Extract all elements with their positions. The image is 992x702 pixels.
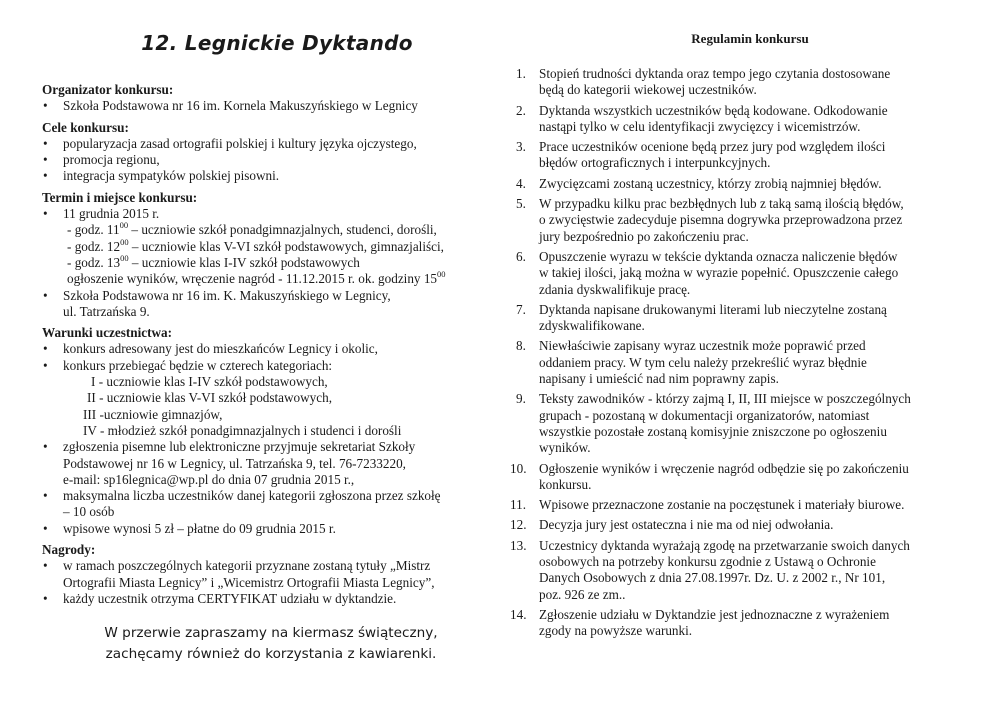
schedule-results [63, 271, 482, 287]
rule-line: W przypadku kilku prac bezbłędnych lub z taką samą ilością błędów, [539, 196, 904, 212]
slot-time: - godz. 13 [67, 254, 121, 270]
rule-line: Teksty zawodników - którzy zajmą I, II, III miejsce w poszczególnych [539, 391, 911, 407]
rule-item [516, 338, 956, 387]
list-item: • konkurs adresowany jest do mieszkańców Legnicy i okolic, [42, 341, 482, 357]
slot-text: – uczniowie klas I-IV szkół podstawowych [128, 254, 360, 270]
rule-line: konkursu. [539, 476, 592, 492]
list-item: • każdy uczestnik otrzyma CERTYFIKAT udziału w dyktandzie. [42, 591, 482, 607]
rule-item [516, 66, 956, 99]
list-item: • promocja regionu, [42, 152, 482, 168]
rule-line: w takiej ilości, jaką można w wyrazie popełnić. Opuszczenie całego [539, 265, 899, 281]
rule-line: wszystkie pozostałe zostaną komisyjnie zniszczone po ogłoszeniu [539, 423, 887, 439]
place-line-2: ul. Tatrzańska 9. [63, 303, 150, 319]
rule-item [510, 497, 956, 513]
rule-line: będą do kategorii wiekowej uczestników. [539, 82, 757, 98]
schedule-date: • 11 grudnia 2015 r. [63, 206, 160, 222]
rule-line: zdyskwalifikowane. [539, 318, 645, 334]
rule-number: 1. [516, 66, 526, 81]
category-1: I - uczniowie klas I-IV szkół podstawowych, [91, 374, 328, 390]
results-text: ogłoszenie wyników, wręczenie nagród - 11.12.2015 r. ok. godziny 15 [67, 271, 438, 287]
rule-item [510, 517, 956, 533]
rule-line: Ogłoszenie wyników i wręczenie nagród odbędzie się po zakończeniu [539, 460, 909, 476]
rule-line: napisany i umieścić nad nim poprawny zapis. [539, 371, 779, 387]
rule-number: 13. [510, 537, 527, 553]
rule-number: 6. [516, 248, 526, 264]
closing-line-1: W przerwie zapraszamy na kiermasz świąteczny, [104, 625, 438, 642]
line: • w ramach poszczególnych kategorii przyznane zostaną tytuły „Mistrz [63, 558, 431, 574]
rule-line: Danych Osobowych z dnia 27.08.1997r. Dz. U. z 2002 r., Nr 101, [539, 570, 886, 586]
closing-note [42, 623, 482, 665]
organizer-list [42, 98, 482, 114]
rule-number: 9. [516, 391, 526, 407]
rule-number: 3. [516, 139, 526, 155]
rule-line: Prace uczestników ocenione będą przez jury pod względem ilości [539, 139, 886, 155]
rule-number: 12. [510, 517, 527, 533]
line: – 10 osób [63, 504, 115, 520]
rule-number: 4. [516, 175, 526, 191]
rules-heading: Regulamin konkursu [691, 31, 809, 46]
rule-item [516, 103, 956, 136]
rules-list [510, 66, 956, 640]
rule-item [510, 537, 956, 603]
rule-line: Niewłaściwie zapisany wyraz uczestnik może poprawić przed [539, 338, 866, 354]
rule-line: Wpisowe przeznaczone zostanie na poczęstunek i materiały biurowe. [539, 497, 905, 513]
line: e-mail: sp16legnica@wp.pl do dnia 07 grudnia 2015 r., [63, 471, 355, 487]
slot-text: – uczniowie klas V-VI szkół podstawowych, gimnazjaliści, [128, 238, 444, 254]
rule-number: 11. [510, 497, 526, 513]
rule-number: 5. [516, 196, 526, 212]
list-item [42, 206, 482, 287]
schedule-heading: Termin i miejsce konkursu: [42, 189, 198, 205]
rule-line: Dyktanda napisane drukowanymi literami lub nieczytelne zostaną [539, 301, 887, 317]
rule-line: Opuszczenie wyrazu w tekście dyktanda oznacza naliczenie błędów [539, 248, 898, 264]
list-item [42, 488, 482, 521]
document-title: 12. Legnickie Dyktando [141, 31, 413, 55]
list-item: • Szkoła Podstawowa nr 16 im. Kornela Makuszyńskiego w Legnicy [42, 98, 482, 114]
right-column [510, 30, 956, 644]
rule-line: Dyktanda wszystkich uczestników będą kodowane. Odkodowanie [539, 102, 888, 118]
closing-line-2: zachęcamy również do korzystania z kawiarenki. [105, 646, 437, 663]
line: Ortografii Miasta Legnicy” i „Wicemistrz Ortografii Miasta Legnicy”, [63, 574, 435, 590]
rule-item [516, 302, 956, 335]
list-item [42, 439, 482, 488]
rule-line: błędów ortograficznych i interpunkcyjnych. [539, 155, 771, 171]
schedule-list [42, 206, 482, 320]
organizer-heading: Organizator konkursu: [42, 82, 174, 97]
conditions-heading: Warunki uczestnictwa: [42, 325, 173, 341]
rule-line: nastąpi tylko w celu identyfikacji zwycięzcy i wicemistrzów. [539, 118, 861, 134]
rule-item [516, 139, 956, 172]
place-line-1: • Szkoła Podstawowa nr 16 im. K. Makuszyńskiego w Legnicy, [63, 287, 391, 303]
conditions-list [42, 341, 482, 537]
slot-minutes: 00 [120, 252, 129, 263]
rule-number: 8. [516, 338, 526, 354]
rule-number: 10. [510, 460, 527, 476]
rule-number: 7. [516, 301, 526, 317]
slot-minutes: 00 [119, 220, 129, 231]
list-item [42, 288, 482, 321]
category-2: II - uczniowie klas V-VI szkół podstawowych, [87, 390, 333, 406]
rule-line: Decyzja jury jest ostateczna i nie ma od niej odwołania. [539, 517, 834, 533]
goals-list [42, 136, 482, 185]
rule-item [516, 196, 956, 245]
rule-item [516, 249, 956, 298]
rule-line: grupach - pozostaną w dokumentacji organizatorów, natomiast [539, 407, 870, 423]
rule-line: oddaniem pracy. W tym celu należy przekreślić wyraz błędnie [539, 354, 867, 370]
rule-item [516, 391, 956, 456]
left-column [42, 30, 482, 665]
goals-heading: Cele konkursu: [42, 119, 129, 135]
rule-item [516, 176, 956, 192]
list-item: • wpisowe wynosi 5 zł – płatne do 09 grudnia 2015 r. [42, 521, 482, 537]
rule-line: Zwycięzcami zostaną uczestnicy, którzy zrobią najmniej błędów. [539, 175, 882, 191]
list-item: • popularyzacja zasad ortografii polskiej i kultury języka ojczystego, [42, 136, 482, 152]
line: Podstawowej nr 16 w Legnicy, ul. Tatrzańska 9, tel. 76-7233220, [63, 455, 406, 471]
list-item: • integracja sympatyków polskiej pisowni. [42, 168, 482, 184]
list-item [42, 358, 482, 439]
category-4: IV - młodzież szkół ponadgimnazjalnych i studenci i dorośli [83, 422, 402, 438]
rule-line: zdania dyskwalifikuje pracę. [539, 281, 691, 297]
rule-line: osobowych na potrzeby konkursu zgodnie z Ustawą o Ochronie [539, 554, 876, 570]
slot-time: - godz. 11 [67, 222, 120, 238]
slot-minutes: 00 [120, 236, 129, 247]
rule-line: Zgłoszenie udziału w Dyktandzie jest jednoznaczne z wyrażeniem [539, 606, 890, 622]
rule-line: poz. 926 ze zm.. [539, 586, 626, 602]
rule-line: wyników. [539, 440, 591, 456]
rule-item [510, 606, 956, 640]
rule-line: zgody na powyższe warunki. [539, 623, 693, 639]
line: • zgłoszenia pisemne lub elektroniczne przyjmuje sekretariat Szkoły [63, 439, 416, 455]
rule-number: 14. [510, 606, 527, 622]
categories-intro: • konkurs przebiegać będzie w czterech kategoriach: [63, 357, 333, 373]
rule-item [510, 460, 956, 494]
rule-line: Uczestnicy dyktanda wyrażają zgodę na przetwarzanie swoich danych [539, 537, 910, 553]
rule-line: Stopień trudności dyktanda oraz tempo jego czytania dostosowane [539, 66, 891, 81]
rule-number: 2. [516, 102, 526, 118]
prizes-heading: Nagrody: [42, 542, 96, 558]
results-minutes: 00 [437, 269, 446, 280]
rule-line: o zwycięstwie zadecyduje pisemna dogrywka przeprowadzona przez [539, 212, 903, 228]
category-3: III -uczniowie gimnazjów, [83, 406, 223, 422]
rule-line: jury bezpośrednio po zakończeniu prac. [539, 228, 749, 244]
list-item [42, 558, 482, 591]
slot-time: - godz. 12 [67, 238, 121, 254]
schedule-slot-3 [63, 252, 482, 271]
prizes-list [42, 558, 482, 607]
line: • maksymalna liczba uczestników danej kategorii zgłoszona przez szkołę [63, 488, 441, 504]
slot-text: – uczniowie szkół ponadgimnazjalnych, studenci, dorośli, [128, 222, 437, 238]
